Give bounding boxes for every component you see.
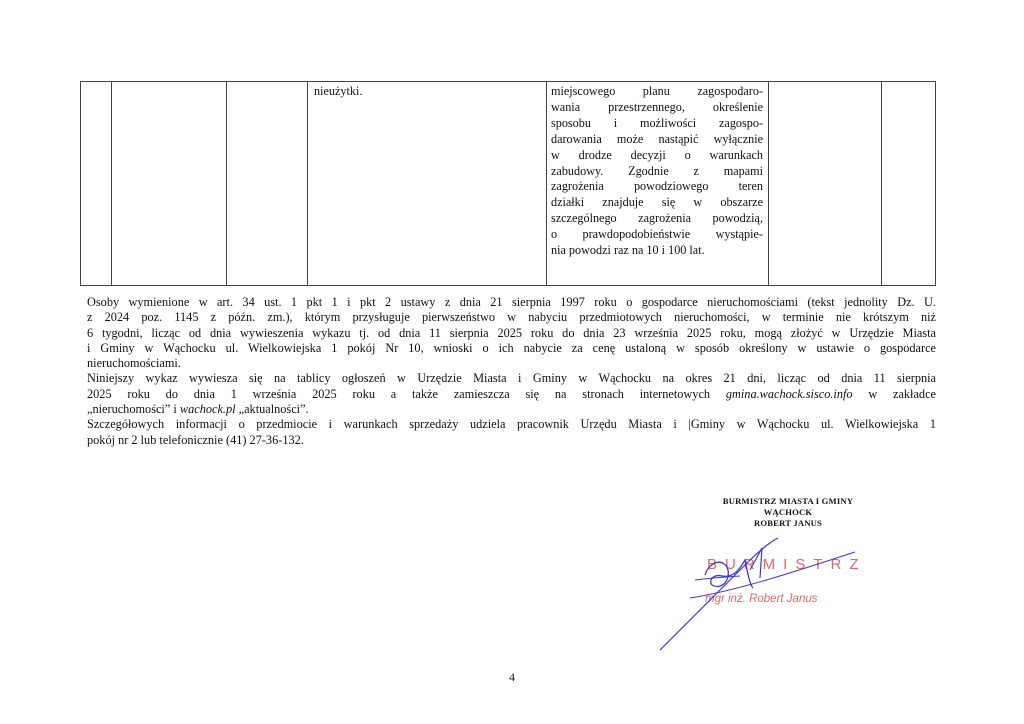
paragraph-line: z 2024 poz. 1145 z późn. zm.), którym przysługuje pierwszeństwo w nabyciu przedmiotowych nieruchomości, w terminie nie krótszym niż	[87, 310, 936, 325]
official-stamp-title: BURMISTRZ	[707, 556, 867, 573]
signature-stroke	[695, 576, 740, 580]
description-line: działki znajduje się w obszarze	[551, 195, 763, 210]
mayor-title-line: ROBERT JANUS	[753, 517, 823, 528]
description-line: zagrożenia powodziowego teren	[551, 179, 763, 194]
signature-stroke	[690, 552, 855, 598]
paragraph-line: 6 tygodni, licząc od dnia wywieszenia wykazu tj. od dnia 11 sierpnia 2025 roku do dnia 23 września 2025 roku, mogą złożyć w Urzędzie Miasta	[87, 325, 936, 340]
paragraph-line: Niniejszy wykaz wywiesza się na tablicy ogłoszeń w Urzędzie Miasta i Gminy w Wąchocku na okres 21 dni, licząc od dnia 11 sierpnia	[87, 371, 936, 386]
property-table	[80, 81, 936, 286]
paragraph-line	[87, 402, 936, 417]
table-column-divider	[307, 82, 308, 285]
description-line: o prawdopodobieństwie wystąpie-	[551, 227, 763, 242]
website-link[interactable]: gmina.wachock.sisco.info	[725, 386, 853, 401]
table-column-divider	[768, 82, 769, 285]
paragraph-line: Szczegółowych informacji o przedmiocie i warunkach sprzedaży udziela pracownik Urzędu Miasta i |Gminy w Wąchocku ul. Wielkowiejska 1	[87, 417, 936, 432]
table-column-divider	[226, 82, 227, 285]
paragraph-text: 2025 roku do dnia 1 września 2025 roku a także zamieszcza się na stronach internetowych	[87, 386, 711, 401]
description-line: wania przestrzennego, określenie	[551, 99, 763, 114]
paragraph-text: w zakładce	[852, 386, 936, 401]
signature-stroke	[750, 548, 762, 578]
description-line: nia powodzi raz na 10 i 100 lat.	[551, 243, 705, 258]
table-column-divider	[111, 82, 112, 285]
paragraph-line: Osoby wymienione w art. 34 ust. 1 pkt 1 i pkt 2 ustawy z dnia 21 sierpnia 1997 roku o gospodarce nieruchomościami (tekst jednolity Dz. U.	[87, 295, 936, 309]
description-cell	[551, 84, 763, 259]
description-line: zabudowy. Zgodnie z mapami	[551, 163, 763, 178]
website-link[interactable]: wachock.pl	[179, 402, 236, 417]
description-line: miejscowego planu zagospodaro-	[551, 84, 763, 98]
table-column-divider	[546, 82, 547, 285]
description-line: w drodze decyzji o warunkach	[551, 147, 763, 162]
mayor-title-line: BURMISTRZ MIASTA I GMINY	[722, 496, 854, 506]
paragraph-line: pokój nr 2 lub telefonicznie (41) 27-36-132.	[87, 432, 304, 447]
description-line: sposobu i możliwości zagospo-	[551, 115, 763, 130]
paragraph-line	[87, 387, 936, 402]
signature-stroke	[705, 562, 728, 586]
official-stamp-name: mgr inż. Robert Janus	[705, 593, 818, 605]
mayor-title-line: WĄCHOCK	[763, 506, 813, 517]
description-line: darowania może nastąpić wyłącznie	[551, 131, 763, 146]
table-column-divider	[881, 82, 882, 285]
paragraph-text: „nieruchomości” i	[87, 402, 180, 417]
handwritten-signature	[650, 530, 880, 655]
notice-body	[87, 295, 936, 448]
paragraph-text: „aktualności”.	[235, 402, 309, 417]
mayor-title	[688, 496, 888, 528]
page-number: 4	[509, 670, 515, 684]
paragraph-line: i Gminy w Wąchocku ul. Wielkowiejska 1 pokój Nr 10, wnioski o ich nabycie za cenę ustaloną w sposób określony w ustawie o gospodarce	[87, 340, 936, 355]
signature-stroke	[660, 538, 778, 650]
paragraph-line: nieruchomościami.	[87, 356, 181, 371]
description-line: szczególnego zagrożenia powodzią,	[551, 211, 763, 226]
land-use-cell: nieużytki.	[314, 84, 363, 98]
